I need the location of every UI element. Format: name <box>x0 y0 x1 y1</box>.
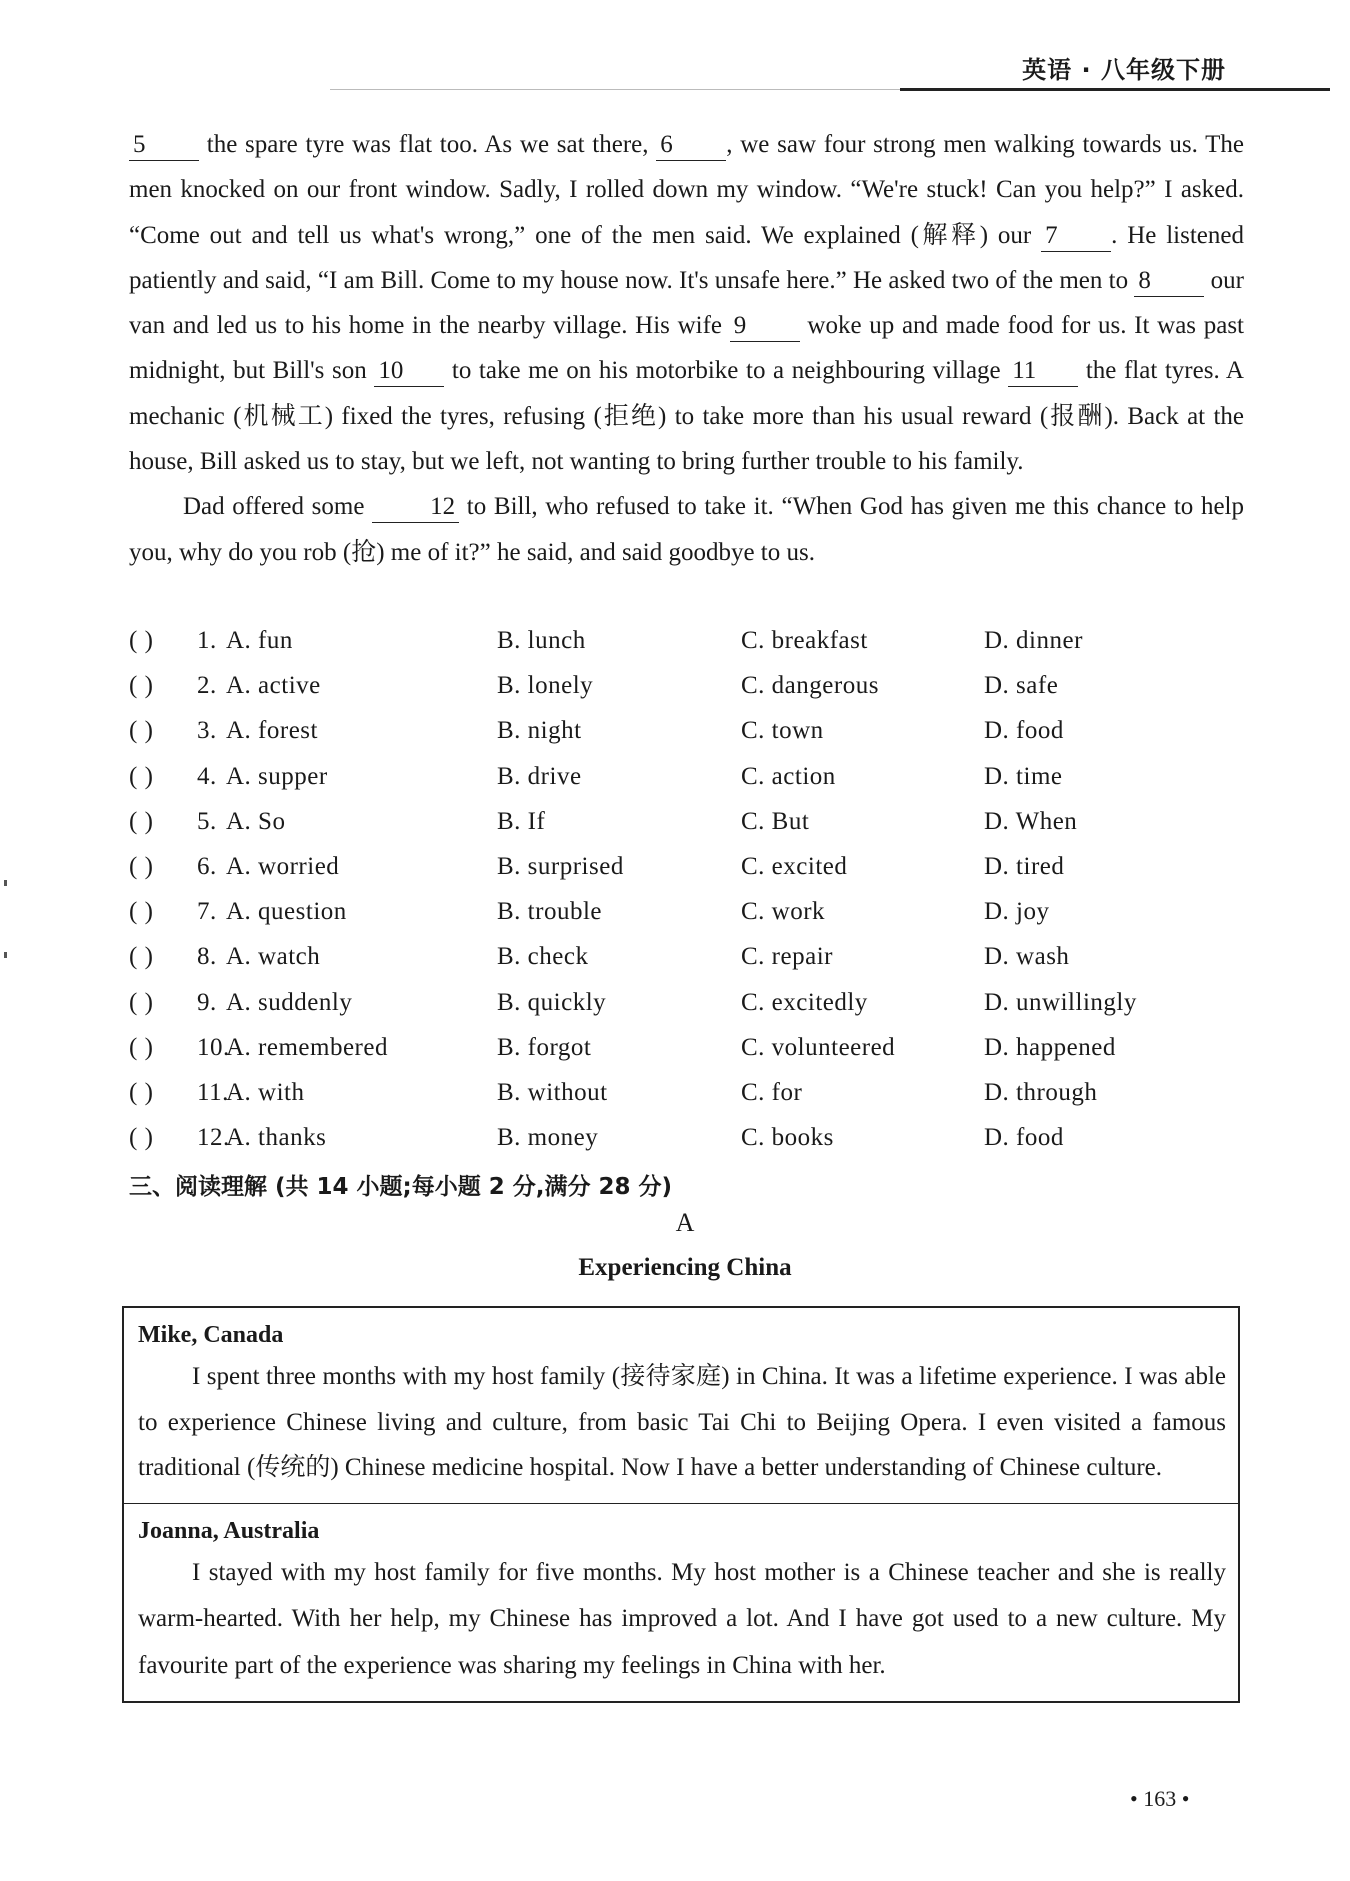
option-b[interactable]: B. without <box>497 1078 608 1106</box>
option-c[interactable]: C. books <box>741 1124 834 1152</box>
testimonial-mike <box>124 1308 1238 1503</box>
option-b[interactable]: B. drive <box>497 762 582 790</box>
option-d[interactable]: D. tired <box>984 852 1065 880</box>
question-number: 9. <box>197 988 217 1016</box>
option-b[interactable]: B. lunch <box>497 627 586 654</box>
question-row <box>129 708 1244 753</box>
option-c[interactable]: C. But <box>741 807 810 835</box>
answer-blank[interactable]: ( ) <box>129 943 154 971</box>
blank-12[interactable]: 12 <box>372 492 459 523</box>
question-row <box>129 1115 1244 1160</box>
option-d[interactable]: D. When <box>984 807 1078 835</box>
option-d[interactable]: D. happened <box>984 1033 1116 1061</box>
blank-11[interactable]: 11 <box>1008 356 1078 387</box>
question-number: 10. <box>197 1033 230 1061</box>
header-rule <box>900 88 1330 91</box>
option-b[interactable]: B. money <box>497 1124 599 1152</box>
question-row <box>129 663 1244 708</box>
option-c[interactable]: C. for <box>741 1078 803 1106</box>
option-a[interactable]: A. question <box>226 898 347 926</box>
answer-blank[interactable]: ( ) <box>129 852 154 880</box>
scan-speck <box>4 952 7 958</box>
answer-blank[interactable]: ( ) <box>129 988 154 1016</box>
testimonial-heading: Mike, Canada <box>138 1322 284 1348</box>
option-d[interactable]: D. through <box>984 1078 1098 1106</box>
page-number: • 163 • <box>1130 1786 1190 1811</box>
question-number: 1. <box>197 627 217 654</box>
passage-text: Dad offered some <box>183 493 373 521</box>
scan-speck <box>4 880 7 886</box>
cloze-passage <box>129 122 1244 575</box>
question-number: 11. <box>197 1078 229 1106</box>
option-d[interactable]: D. food <box>984 717 1064 745</box>
passage-text: , we saw four strong men walking towards us. The men knocked on our front window. Sadly, I rolled down my window. “We're stuck! Can you help?” I asked. “Come out and tell us what's wrong,” one of the men said. We explained (解释) our <box>129 131 1244 249</box>
option-d[interactable]: D. dinner <box>984 627 1083 654</box>
option-c[interactable]: C. volunteered <box>741 1033 896 1061</box>
option-b[interactable]: B. lonely <box>497 672 594 700</box>
blank-10[interactable]: 10 <box>374 356 444 387</box>
question-row <box>129 934 1244 979</box>
passage-text: to take me on his motorbike to a neighbouring village <box>444 357 1009 385</box>
question-row <box>129 844 1244 889</box>
option-a[interactable]: A. suddenly <box>226 988 353 1016</box>
testimonial-text: I spent three months with my host family (接待家庭) in China. It was a lifetime experience. I was able to experience Chinese living and culture, from basic Tai Chi to Beijing Opera. I even visited a famous traditional (传统的) Chinese medicine hospital. Now I have a better understanding of Chinese culture. <box>138 1363 1226 1481</box>
option-d[interactable]: D. food <box>984 1124 1064 1152</box>
testimonial-text: I stayed with my host family for five months. My host mother is a Chinese teacher and she is really warm-hearted. With her help, my Chinese has improved a lot. And I have got used to a new culture. My favourite part of the experience was sharing my feelings in China with her. <box>138 1558 1226 1679</box>
blank-5[interactable]: 5 <box>129 130 199 161</box>
option-a[interactable]: A. watch <box>226 943 321 971</box>
question-number: 12. <box>197 1124 230 1152</box>
answer-blank[interactable]: ( ) <box>129 672 154 700</box>
testimonial-heading: Joanna, Australia <box>138 1517 320 1544</box>
option-b[interactable]: B. surprised <box>497 852 624 880</box>
option-b[interactable]: B. quickly <box>497 988 607 1016</box>
blank-7[interactable]: 7 <box>1041 221 1111 252</box>
question-number: 2. <box>197 672 217 700</box>
option-a[interactable]: A. active <box>226 672 321 700</box>
option-c[interactable]: C. dangerous <box>741 672 879 700</box>
option-d[interactable]: D. time <box>984 762 1063 790</box>
article-title: Experiencing China <box>578 1254 792 1281</box>
option-a[interactable]: A. remembered <box>226 1033 388 1061</box>
option-b[interactable]: B. If <box>497 807 546 835</box>
section-heading: 三、阅读理解 (共 14 小题;每小题 2 分,满分 28 分) <box>129 1174 673 1200</box>
option-d[interactable]: D. wash <box>984 943 1070 971</box>
part-letter: A <box>675 1208 695 1237</box>
answer-blank[interactable]: ( ) <box>129 1078 154 1106</box>
question-row <box>129 799 1244 844</box>
option-d[interactable]: D. safe <box>984 672 1059 700</box>
option-a[interactable]: A. with <box>226 1078 305 1106</box>
answer-blank[interactable]: ( ) <box>129 1033 154 1061</box>
option-b[interactable]: B. night <box>497 717 582 745</box>
answer-blank[interactable]: ( ) <box>129 762 154 790</box>
passage-text: . He listened patiently and said, “I am Bill. Come to my house now. It's unsafe here.” He asked two of the men to <box>129 221 1244 294</box>
answer-blank[interactable]: ( ) <box>129 898 154 926</box>
question-number: 3. <box>197 717 217 745</box>
question-row <box>129 618 1244 663</box>
option-c[interactable]: C. excited <box>741 852 848 880</box>
answer-blank[interactable]: ( ) <box>129 807 154 835</box>
question-row <box>129 980 1244 1025</box>
header-rule-thin <box>330 89 930 90</box>
option-c[interactable]: C. repair <box>741 943 833 971</box>
option-a[interactable]: A. forest <box>226 717 318 745</box>
answer-options <box>129 618 1244 1160</box>
answer-blank[interactable]: ( ) <box>129 717 154 745</box>
option-d[interactable]: D. unwillingly <box>984 988 1137 1016</box>
option-b[interactable]: B. forgot <box>497 1033 592 1061</box>
option-a[interactable]: A. So <box>226 807 286 835</box>
passage-text: to Bill, who refused to take it. “When God has given me this chance to help you, why do you rob (抢) me of it?” he said, and said goodbye to us. <box>129 493 1244 566</box>
passage-paragraph-2 <box>129 484 1244 575</box>
option-c[interactable]: C. work <box>741 898 826 926</box>
blank-6[interactable]: 6 <box>656 130 726 161</box>
question-row <box>129 889 1244 934</box>
passage-text: the flat tyres. A mechanic (机械工) fixed the tyres, refusing (拒绝) to take more than his usual reward (报酬). Back at the house, Bill asked us to stay, but we left, not wanting to bring further trouble to his family. <box>129 357 1244 476</box>
passage-paragraph-1 <box>129 122 1244 484</box>
option-c[interactable]: C. town <box>741 717 824 745</box>
passage-text: woke up and made food for us. It was past midnight, but Bill's son <box>129 312 1244 385</box>
option-a[interactable]: A. thanks <box>226 1124 327 1152</box>
option-c[interactable]: C. action <box>741 762 836 790</box>
option-a[interactable]: A. worried <box>226 852 340 880</box>
option-b[interactable]: B. trouble <box>497 898 602 926</box>
option-c[interactable]: C. breakfast <box>741 627 868 654</box>
question-number: 6. <box>197 852 217 880</box>
option-d[interactable]: D. joy <box>984 898 1050 926</box>
answer-blank[interactable]: ( ) <box>129 627 154 654</box>
option-a[interactable]: A. supper <box>226 762 328 790</box>
option-c[interactable]: C. excitedly <box>741 988 868 1016</box>
blank-9[interactable]: 9 <box>730 311 800 342</box>
question-row <box>129 754 1244 799</box>
testimonial-joanna <box>124 1503 1238 1702</box>
question-number: 5. <box>197 807 217 835</box>
question-row <box>129 1070 1244 1115</box>
answer-blank[interactable]: ( ) <box>129 1124 154 1152</box>
option-a[interactable]: A. fun <box>226 627 293 654</box>
blank-8[interactable]: 8 <box>1134 266 1204 297</box>
option-b[interactable]: B. check <box>497 943 589 971</box>
question-number: 4. <box>197 762 217 790</box>
question-number: 8. <box>197 943 217 971</box>
header-title: 英语 · 八年级下册 <box>1022 56 1226 84</box>
passage-text: our van and led us to his home in the nearby village. His wife <box>129 266 1244 340</box>
question-row <box>129 1025 1244 1070</box>
passage-text: the spare tyre was flat too. As we sat there, <box>199 131 657 158</box>
reading-box <box>122 1306 1240 1703</box>
question-number: 7. <box>197 898 217 926</box>
